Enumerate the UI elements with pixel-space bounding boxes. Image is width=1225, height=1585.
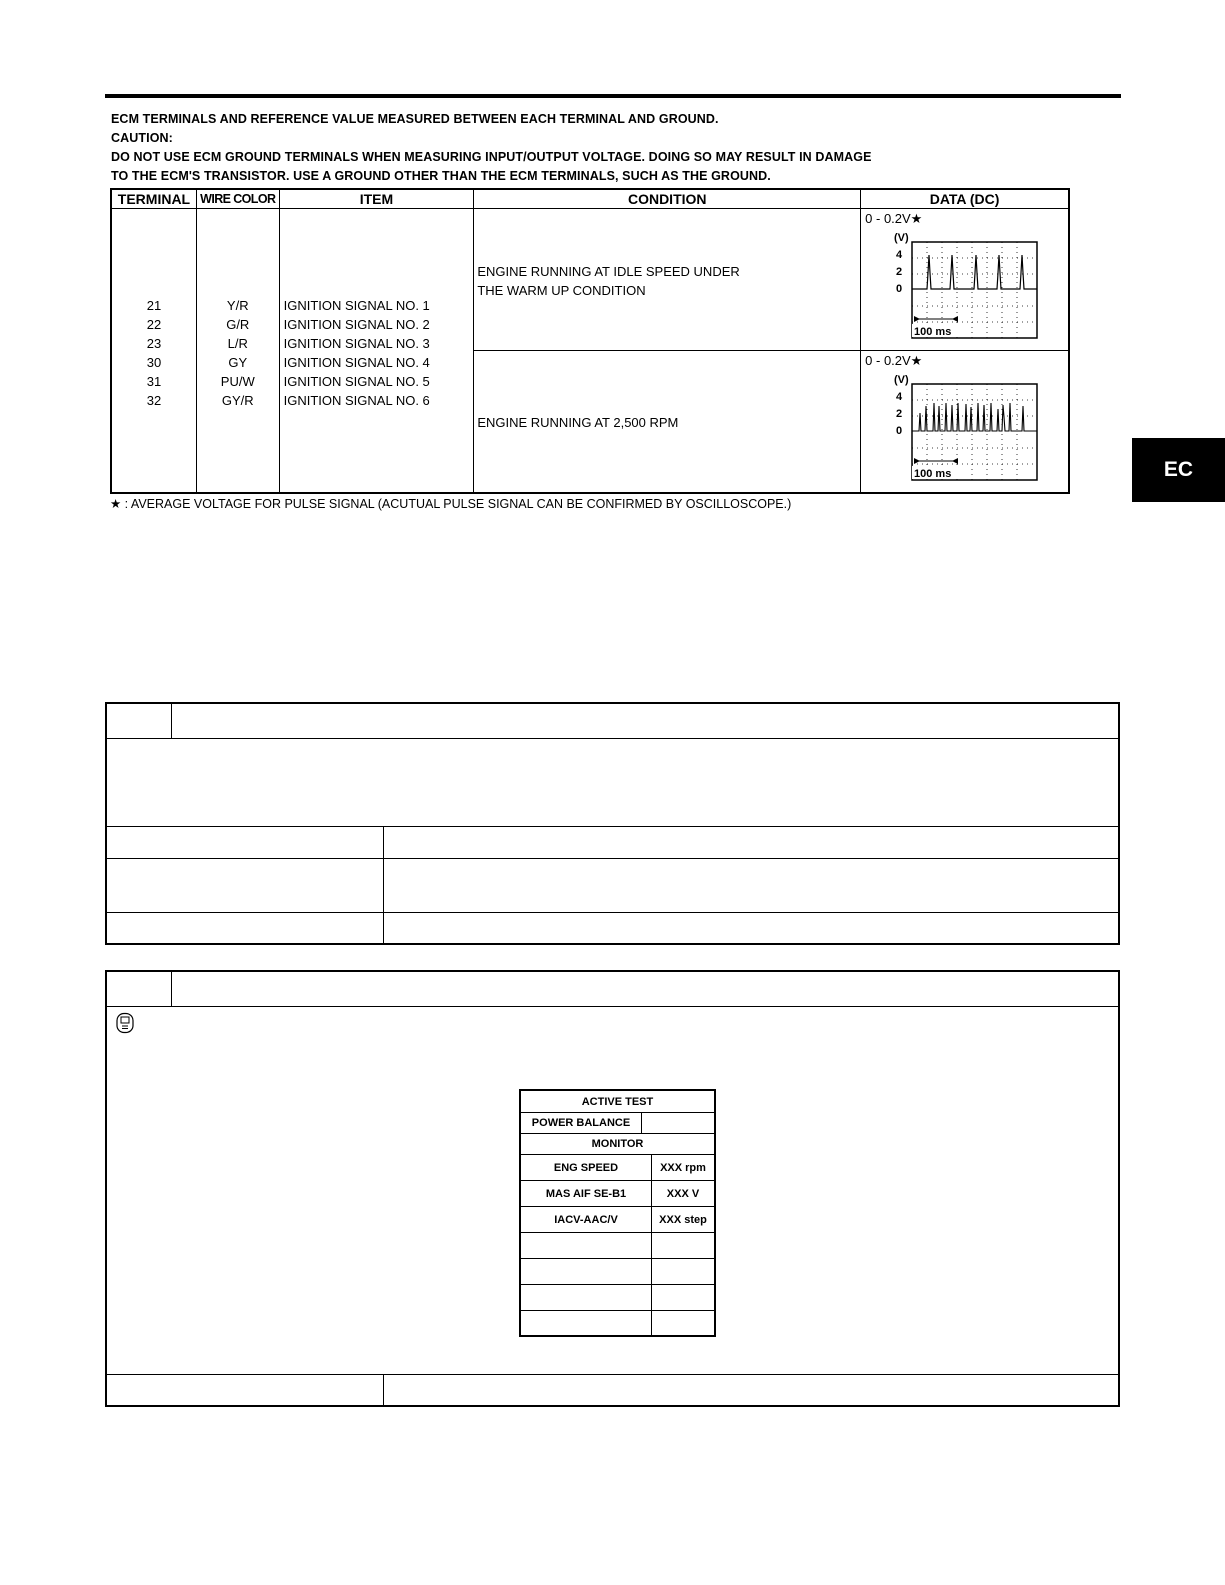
monitor-row-empty <box>521 1285 714 1311</box>
box-row-divider <box>107 1374 1118 1375</box>
monitor-row-empty <box>521 1233 714 1259</box>
monitor-row-iacv <box>521 1207 714 1233</box>
scope-tick-4: 4 <box>896 249 903 261</box>
th-wire-color: WIRE COLOR <box>196 189 279 209</box>
scope-tick-2: 2 <box>896 408 903 420</box>
monitor-empty-name <box>521 1259 652 1284</box>
wire-color-3: L/R <box>227 336 248 351</box>
th-data: DATA (DC) <box>861 189 1069 209</box>
scope-unit-label: (V) <box>894 232 909 244</box>
terminal-cell <box>111 209 196 494</box>
result-column-divider <box>383 826 384 943</box>
monitor-row-empty <box>521 1259 714 1285</box>
result-column-divider <box>383 1374 384 1405</box>
terminal-31: 31 <box>146 374 162 389</box>
condition-idle-line2: THE WARM UP CONDITION <box>477 283 646 298</box>
condition-2500-line1: ENGINE RUNNING AT 2,500 RPM <box>477 415 679 430</box>
item-2: IGNITION SIGNAL NO. 2 <box>283 317 430 332</box>
monitor-empty-value <box>652 1311 714 1335</box>
terminal-23: 23 <box>146 336 162 351</box>
monitor-title: ACTIVE TEST <box>581 1095 654 1108</box>
item-3: IGNITION SIGNAL NO. 3 <box>283 336 430 351</box>
monitor-label: MONITOR <box>591 1138 644 1150</box>
monitor-item-name: IACV-AAC/V <box>521 1207 652 1232</box>
footnote: ★ : AVERAGE VOLTAGE FOR PULSE SIGNAL (ACUTUAL PULSE SIGNAL CAN BE CONFIRMED BY OSCILLOSCOPE.) <box>110 497 792 511</box>
th-condition: CONDITION <box>474 189 861 209</box>
data-2500-cell <box>861 351 1069 494</box>
step-number-divider <box>171 972 172 1006</box>
power-balance-label: POWER BALANCE <box>521 1113 642 1133</box>
monitor-item-name: MAS AIF SE-B1 <box>521 1181 652 1206</box>
wire-color-cell <box>196 209 279 494</box>
terminal-21: 21 <box>146 298 162 313</box>
scope-time-label: 100 ms <box>914 326 952 338</box>
data-idle-value: 0 - 0.2V★ <box>865 211 923 226</box>
wire-color-2: G/R <box>226 317 250 332</box>
wire-color-5: PU/W <box>220 374 255 389</box>
monitor-item-value: XXX rpm <box>660 1161 706 1174</box>
wire-color-6: GY/R <box>221 393 254 408</box>
item-cell <box>279 209 474 494</box>
item-5: IGNITION SIGNAL NO. 5 <box>283 374 430 389</box>
terminal-30: 30 <box>146 355 162 370</box>
monitor-empty-name <box>521 1285 652 1310</box>
monitor-row-maf <box>521 1181 714 1207</box>
table-row <box>111 209 1069 351</box>
wire-color-1: Y/R <box>226 298 249 313</box>
scope-tick-0: 0 <box>896 425 903 437</box>
condition-2500-cell <box>474 351 861 494</box>
condition-idle-cell <box>474 209 861 351</box>
consult-tool-icon <box>115 1012 135 1034</box>
power-balance-row[interactable] <box>521 1113 714 1134</box>
condition-idle-line1: ENGINE RUNNING AT IDLE SPEED UNDER <box>477 264 740 279</box>
monitor-title-row <box>521 1091 714 1113</box>
monitor-row-eng-speed <box>521 1155 714 1181</box>
monitor-item-name: ENG SPEED <box>521 1155 652 1180</box>
terminal-22: 22 <box>146 317 162 332</box>
header-line-1: ECM TERMINALS AND REFERENCE VALUE MEASURED BETWEEN EACH TERMINAL AND GROUND. <box>111 112 719 126</box>
box-row-divider <box>107 1006 1118 1007</box>
monitor-empty-name <box>521 1233 652 1258</box>
inspection-box-1 <box>105 702 1120 945</box>
box-row-divider <box>107 826 1118 827</box>
monitor-item-value: XXX step <box>659 1213 707 1226</box>
data-idle-cell <box>861 209 1069 351</box>
header-caution: CAUTION: <box>111 131 173 145</box>
monitor-item-value: XXX V <box>666 1187 700 1200</box>
box-row-divider <box>107 858 1118 859</box>
monitor-label-row <box>521 1134 714 1155</box>
table-header-row <box>111 189 1069 209</box>
section-tab-ec[interactable]: EC <box>1132 438 1225 502</box>
scope-tick-0: 0 <box>896 283 903 295</box>
oscilloscope-idle-waveform <box>877 231 1055 346</box>
th-item: ITEM <box>279 189 474 209</box>
scope-tick-4: 4 <box>896 391 903 403</box>
power-balance-value <box>642 1113 714 1133</box>
scope-tick-2: 2 <box>896 266 903 278</box>
scope-time-label: 100 ms <box>914 468 952 480</box>
monitor-row-empty <box>521 1311 714 1335</box>
page-top-rule <box>105 94 1121 98</box>
monitor-empty-value <box>652 1259 714 1284</box>
monitor-empty-value <box>652 1233 714 1258</box>
box-row-divider <box>107 912 1118 913</box>
terminal-32: 32 <box>146 393 162 408</box>
monitor-empty-value <box>652 1285 714 1310</box>
wire-color-4: GY <box>228 355 248 370</box>
box-row-divider <box>107 738 1118 739</box>
monitor-empty-name <box>521 1311 652 1335</box>
item-6: IGNITION SIGNAL NO. 6 <box>283 393 430 408</box>
ecm-terminal-table <box>110 188 1070 494</box>
item-4: IGNITION SIGNAL NO. 4 <box>283 355 430 370</box>
scope-unit-label: (V) <box>894 374 909 386</box>
item-1: IGNITION SIGNAL NO. 1 <box>283 298 430 313</box>
th-terminal: TERMINAL <box>111 189 196 209</box>
active-test-monitor <box>519 1089 716 1337</box>
oscilloscope-2500rpm-waveform <box>877 373 1055 488</box>
header-line-3: DO NOT USE ECM GROUND TERMINALS WHEN MEASURING INPUT/OUTPUT VOLTAGE. DOING SO MAY RESULT IN DAMAGE <box>111 150 872 164</box>
header-line-4: TO THE ECM'S TRANSISTOR. USE A GROUND OTHER THAN THE ECM TERMINALS, SUCH AS THE GROUND. <box>111 169 771 183</box>
step-number-divider <box>171 704 172 738</box>
data-2500-value: 0 - 0.2V★ <box>865 353 923 368</box>
